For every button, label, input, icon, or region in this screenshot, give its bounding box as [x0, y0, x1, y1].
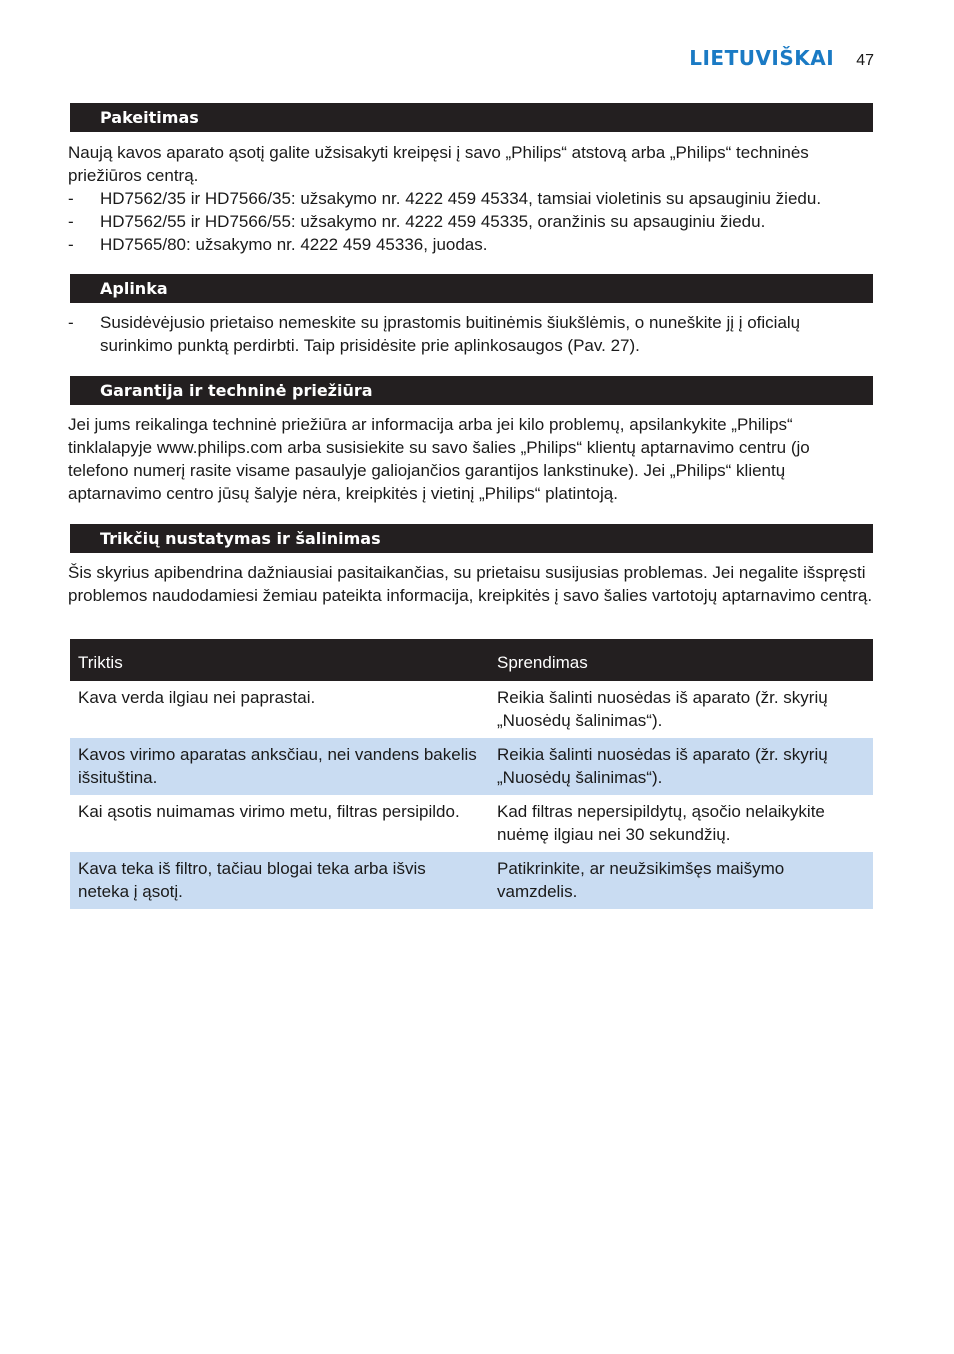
section-body-environment — [68, 311, 874, 357]
philips-website-link[interactable]: www.philips.com — [156, 438, 283, 457]
section-heading-troubleshooting: Trikčių nustatymas ir šalinimas — [70, 524, 873, 553]
page-number: 47 — [856, 52, 874, 69]
solution-cell: Reikia šalinti nuosėdas iš aparato (žr. skyrių „Nuosėdų šalinimas“). — [497, 688, 828, 730]
environment-list — [68, 311, 874, 357]
table-row — [70, 738, 873, 795]
warranty-text-before: Jei jums reikalinga techninė priežiūra ar informacija arba jei kilo problemų, apsilankykite „Philips“ tinklalapyje — [68, 415, 793, 457]
table-row — [70, 852, 873, 909]
solution-cell: Reikia šalinti nuosėdas iš aparato (žr. skyrių „Nuosėdų šalinimas“). — [489, 738, 873, 795]
problem-cell: Kai ąsotis nuimamas virimo metu, filtras persipildo. — [78, 802, 460, 821]
warranty-text-after: arba susisiekite su savo šalies „Philips“ klientų aptarnavimo centru (jo telefono numerį rasite visame pasaulyje galiojančios garantijos lankstinuke). Jei „Philips“ klientų aptarnavimo centro jūsų šalyje nėra, kreipkitės į vietinį „Philips“ platintoją. — [68, 438, 810, 503]
list-item: - Susidėvėjusio prietaiso nemeskite su įprastomis buitinėmis šiukšlėmis, o nuneškite jį į oficialų surinkimo punktą perdirbti. Taip prisidėsite prie aplinkosaugos (Pav. 27). — [68, 311, 874, 357]
column-header-problem: Triktis — [70, 639, 489, 681]
solution-cell: Kad filtras nepersipildytų, ąsočio nelaikykite nuėmę ilgiau nei 30 sekundžių. — [497, 802, 825, 844]
section-heading-environment: Aplinka — [70, 274, 873, 303]
table-row — [70, 795, 873, 852]
section-body-warranty — [68, 413, 874, 505]
list-item: - HD7562/55 ir HD7566/55: užsakymo nr. 4222 459 45335, oranžinis su apsauginiu žiedu. — [68, 210, 874, 233]
section-heading-replacement: Pakeitimas — [70, 103, 873, 132]
replacement-list — [68, 187, 874, 256]
column-header-solution: Sprendimas — [489, 639, 873, 681]
page-header — [689, 46, 874, 70]
replacement-intro: Naują kavos aparato ąsotį galite užsisakyti kreipęsi į savo „Philips“ atstovą arba „Philips“ techninės priežiūros centrą. — [68, 143, 809, 185]
problem-cell: Kavos virimo aparatas anksčiau, nei vandens bakelis išsituština. — [70, 738, 489, 795]
section-body-replacement — [68, 141, 874, 256]
language-title: LIETUVIŠKAI — [689, 46, 835, 70]
troubleshooting-table — [70, 639, 873, 909]
table-row — [70, 681, 873, 738]
list-item: - HD7562/35 ir HD7566/35: užsakymo nr. 4222 459 45334, tamsiai violetinis su apsauginiu žiedu. — [68, 187, 874, 210]
problem-cell: Kava teka iš filtro, tačiau blogai teka arba išvis neteka į ąsotį. — [70, 852, 489, 909]
table-header-row — [70, 639, 873, 681]
list-item: - HD7565/80: užsakymo nr. 4222 459 45336, juodas. — [68, 233, 874, 256]
section-heading-warranty: Garantija ir techninė priežiūra — [70, 376, 873, 405]
problem-cell: Kava verda ilgiau nei paprastai. — [78, 688, 316, 707]
solution-cell: Patikrinkite, ar neužsikimšęs maišymo vamzdelis. — [489, 852, 873, 909]
troubleshooting-intro: Šis skyrius apibendrina dažniausiai pasitaikančias, su prietaisu susijusias problemas. Jei negalite išspręsti problemos naudodamiesi žemiau pateikta informacija, kreipkitės į savo šalies vartotojų aptarnavimo centrą. — [68, 563, 873, 605]
